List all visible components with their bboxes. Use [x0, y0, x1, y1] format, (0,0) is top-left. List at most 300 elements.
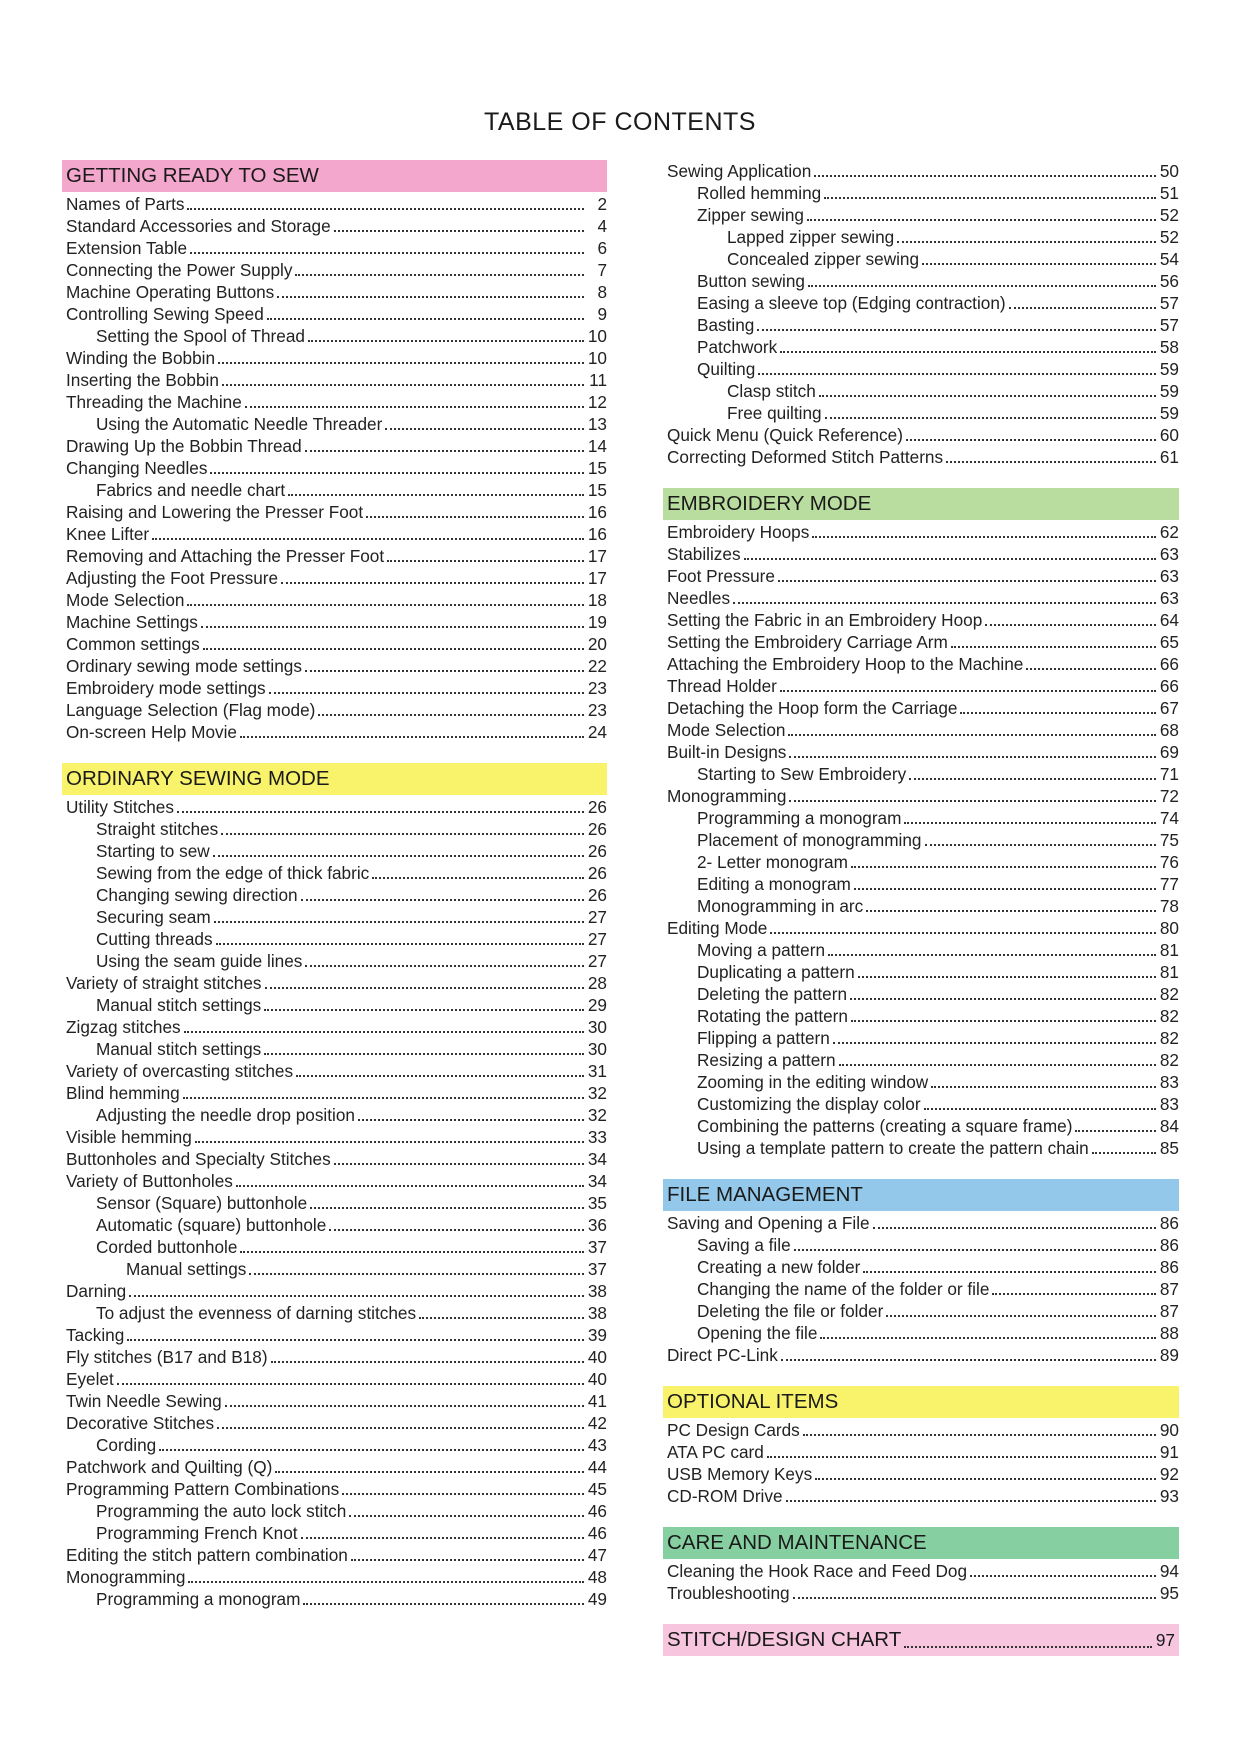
dot-leader	[820, 1337, 1156, 1339]
stitch-chart-link[interactable]	[663, 1624, 1179, 1656]
toc-entry[interactable]	[62, 1258, 607, 1280]
toc-entry-title: PC Design Cards	[667, 1420, 800, 1440]
toc-entry-page: 26	[587, 885, 607, 905]
toc-entry-title: Manual stitch settings	[96, 995, 262, 1015]
toc-entry[interactable]	[663, 402, 1179, 424]
toc-entry-title: Manual stitch settings	[96, 1039, 262, 1059]
toc-entry-title: Thread Holder	[667, 676, 777, 696]
dot-leader	[221, 833, 584, 835]
toc-entry[interactable]	[663, 226, 1179, 248]
toc-entry[interactable]	[62, 281, 607, 303]
toc-entry-title: Needles	[667, 588, 731, 608]
toc-entry[interactable]	[663, 292, 1179, 314]
toc-entry[interactable]	[663, 1093, 1179, 1115]
toc-entry-page: 15	[587, 480, 607, 500]
dot-leader	[909, 778, 1156, 780]
toc-entry[interactable]	[62, 391, 607, 413]
toc-entry[interactable]	[62, 862, 607, 884]
toc-entry-title: Direct PC-Link	[667, 1345, 778, 1365]
toc-entry[interactable]	[663, 521, 1179, 543]
toc-entry-page: 2	[597, 194, 607, 214]
dot-leader	[767, 1456, 1156, 1458]
toc-entry[interactable]	[663, 543, 1179, 565]
toc-entry[interactable]	[62, 1016, 607, 1038]
toc-entry[interactable]	[62, 796, 607, 818]
toc-entry-title: Controlling Sewing Speed	[66, 304, 264, 324]
dot-leader	[419, 1317, 584, 1319]
toc-entry-page: 77	[1159, 874, 1179, 894]
toc-entry[interactable]	[663, 1419, 1179, 1441]
toc-entry-title: 2- Letter monogram	[697, 852, 848, 872]
toc-entry[interactable]	[663, 917, 1179, 939]
dot-leader	[1075, 1130, 1156, 1132]
dot-leader	[924, 1108, 1156, 1110]
toc-entry[interactable]	[663, 1560, 1179, 1582]
toc-entry-title: Knee Lifter	[66, 524, 150, 544]
dot-leader	[1026, 668, 1156, 670]
toc-entry[interactable]	[62, 1522, 607, 1544]
toc-entry-title: Common settings	[66, 634, 200, 654]
toc-entry[interactable]	[62, 567, 607, 589]
toc-entry-page: 83	[1159, 1094, 1179, 1114]
dot-leader	[281, 582, 584, 584]
dot-leader	[222, 384, 584, 386]
dot-leader	[780, 351, 1156, 353]
toc-entry[interactable]	[663, 675, 1179, 697]
toc-entry[interactable]	[62, 1434, 607, 1456]
page-title: TABLE OF CONTENTS	[484, 108, 756, 136]
toc-entry-page: 26	[587, 797, 607, 817]
toc-section	[62, 763, 607, 1610]
dot-leader	[733, 602, 1156, 604]
toc-entry[interactable]	[663, 380, 1179, 402]
toc-entry-title: Darning	[66, 1281, 127, 1301]
toc-entry-title: Creating a new folder	[697, 1257, 861, 1277]
dot-leader	[992, 1293, 1156, 1295]
toc-entry-page: 92	[1159, 1464, 1179, 1484]
toc-entry[interactable]	[62, 906, 607, 928]
toc-entry[interactable]	[62, 994, 607, 1016]
section-header: FILE MANAGEMENT	[663, 1179, 1179, 1211]
toc-entry[interactable]	[62, 1148, 607, 1170]
toc-entry[interactable]	[663, 1137, 1179, 1159]
toc-entry[interactable]	[663, 939, 1179, 961]
toc-entry[interactable]	[663, 424, 1179, 446]
toc-entry-title: Lapped zipper sewing	[727, 227, 895, 247]
toc-entry-page: 66	[1159, 676, 1179, 696]
dot-leader	[960, 712, 1156, 714]
toc-entry-page: 46	[587, 1501, 607, 1521]
toc-entry[interactable]	[663, 248, 1179, 270]
dot-leader	[236, 1185, 584, 1187]
toc-entry-title: Setting the Fabric in an Embroidery Hoop	[667, 610, 983, 630]
toc-entry-title: Quick Menu (Quick Reference)	[667, 425, 903, 445]
dot-leader	[808, 285, 1156, 287]
right-column	[663, 160, 1179, 1657]
toc-entry-title: Utility Stitches	[66, 797, 174, 817]
toc-entry-title: Programming a monogram	[697, 808, 902, 828]
toc-entry[interactable]	[62, 1390, 607, 1412]
toc-entry[interactable]	[62, 325, 607, 347]
toc-entry[interactable]	[62, 347, 607, 369]
toc-entry[interactable]	[62, 589, 607, 611]
toc-entry-title: Machine Settings	[66, 612, 198, 632]
toc-entry-title: Programming Pattern Combinations	[66, 1479, 340, 1499]
toc-entry[interactable]	[663, 160, 1179, 182]
dot-leader	[1009, 307, 1156, 309]
toc-entry-title: Patchwork	[697, 337, 778, 357]
toc-entry-page: 23	[587, 700, 607, 720]
dot-leader	[329, 1229, 584, 1231]
dot-leader	[906, 439, 1156, 441]
dot-leader	[789, 756, 1156, 758]
toc-entry[interactable]	[62, 259, 607, 281]
toc-entry-title: Starting to sew	[96, 841, 210, 861]
toc-entry-title: Threading the Machine	[66, 392, 242, 412]
toc-entry[interactable]	[663, 873, 1179, 895]
toc-entry-title: Buttonholes and Specialty Stitches	[66, 1149, 331, 1169]
toc-entry-title: Using the seam guide lines	[96, 951, 303, 971]
toc-entry[interactable]	[663, 1463, 1179, 1485]
dot-leader	[815, 1478, 1156, 1480]
toc-entry[interactable]	[663, 587, 1179, 609]
toc-entry[interactable]	[663, 785, 1179, 807]
toc-entry[interactable]	[663, 1071, 1179, 1093]
toc-entry[interactable]	[62, 193, 607, 215]
toc-entry[interactable]	[663, 1485, 1179, 1507]
toc-entry[interactable]	[62, 1500, 607, 1522]
toc-entry[interactable]	[62, 721, 607, 743]
toc-entry[interactable]	[663, 565, 1179, 587]
toc-entry-title: Troubleshooting	[667, 1583, 790, 1603]
toc-entry[interactable]	[663, 204, 1179, 226]
dot-leader	[296, 1075, 584, 1077]
toc-entry-title: CD-ROM Drive	[667, 1486, 783, 1506]
toc-entry[interactable]	[62, 215, 607, 237]
toc-section	[663, 160, 1179, 468]
toc-entry-page: 31	[587, 1061, 607, 1081]
toc-entry[interactable]	[663, 983, 1179, 1005]
toc-entry[interactable]	[62, 237, 607, 259]
dot-leader	[249, 1273, 584, 1275]
toc-entry[interactable]	[663, 1256, 1179, 1278]
toc-entry[interactable]	[62, 1324, 607, 1346]
toc-entry[interactable]	[62, 928, 607, 950]
toc-entry-page: 54	[1159, 249, 1179, 269]
dot-leader	[886, 1315, 1156, 1317]
toc-entry-title: Extension Table	[66, 238, 188, 258]
dot-leader	[318, 714, 584, 716]
toc-section	[663, 1386, 1179, 1507]
toc-entry[interactable]	[663, 851, 1179, 873]
toc-entry[interactable]	[62, 633, 607, 655]
dot-leader	[190, 252, 584, 254]
toc-entry-page: 82	[1159, 1028, 1179, 1048]
toc-entry-title: Opening the file	[697, 1323, 818, 1343]
toc-entry[interactable]	[62, 1588, 607, 1610]
toc-entry[interactable]	[62, 840, 607, 862]
toc-entry[interactable]	[663, 1278, 1179, 1300]
toc-entry[interactable]	[663, 1005, 1179, 1027]
toc-entry-title: Manual settings	[126, 1259, 247, 1279]
toc-entry[interactable]	[663, 741, 1179, 763]
toc-entry-title: On-screen Help Movie	[66, 722, 237, 742]
toc-entry[interactable]	[663, 961, 1179, 983]
toc-entry[interactable]	[663, 807, 1179, 829]
dot-leader	[214, 921, 584, 923]
toc-entry-title: Correcting Deformed Stitch Patterns	[667, 447, 944, 467]
toc-entry[interactable]	[663, 895, 1179, 917]
toc-entry-page: 57	[1159, 293, 1179, 313]
toc-entry-page: 62	[1159, 522, 1179, 542]
dot-leader	[305, 450, 584, 452]
toc-entry-page: 60	[1159, 425, 1179, 445]
toc-entry-page: 34	[587, 1171, 607, 1191]
toc-entry[interactable]	[663, 446, 1179, 468]
toc-entry[interactable]	[62, 884, 607, 906]
toc-entry[interactable]	[62, 655, 607, 677]
toc-entry[interactable]	[62, 1082, 607, 1104]
toc-entry-page: 75	[1159, 830, 1179, 850]
toc-entry-title: Cutting threads	[96, 929, 213, 949]
dot-leader	[387, 560, 584, 562]
dot-leader	[152, 538, 584, 540]
toc-entry[interactable]	[663, 1027, 1179, 1049]
toc-entry-title: Zipper sewing	[697, 205, 804, 225]
dot-leader	[863, 1271, 1156, 1273]
toc-entry[interactable]	[62, 413, 607, 435]
toc-entry-page: 9	[597, 304, 607, 324]
dot-leader	[780, 690, 1156, 692]
section-header: OPTIONAL ITEMS	[663, 1386, 1179, 1418]
toc-entry[interactable]	[663, 270, 1179, 292]
dot-leader	[794, 1249, 1156, 1251]
dot-leader	[824, 197, 1156, 199]
toc-entry-page: 33	[587, 1127, 607, 1147]
dot-leader	[744, 558, 1156, 560]
toc-entry[interactable]	[62, 1280, 607, 1302]
dot-leader	[951, 646, 1156, 648]
toc-entry[interactable]	[62, 1456, 607, 1478]
toc-entry-title: Using the Automatic Needle Threader	[96, 414, 383, 434]
toc-entry-title: Twin Needle Sewing	[66, 1391, 222, 1411]
section-header: GETTING READY TO SEW	[62, 160, 607, 192]
toc-entry-title: Mode Selection	[667, 720, 786, 740]
toc-entry[interactable]	[62, 369, 607, 391]
toc-entry-page: 80	[1159, 918, 1179, 938]
toc-entry-title: Zigzag stitches	[66, 1017, 181, 1037]
toc-entry-page: 22	[587, 656, 607, 676]
toc-entry[interactable]	[62, 950, 607, 972]
toc-entry-page: 27	[587, 951, 607, 971]
toc-entry[interactable]	[62, 972, 607, 994]
toc-entry-page: 37	[587, 1237, 607, 1257]
toc-entry-page: 93	[1159, 1486, 1179, 1506]
toc-entry[interactable]	[62, 1566, 607, 1588]
toc-entry[interactable]	[663, 653, 1179, 675]
toc-entry[interactable]	[663, 1300, 1179, 1322]
toc-entry-page: 59	[1159, 381, 1179, 401]
dot-leader	[812, 536, 1156, 538]
dot-leader	[873, 1227, 1156, 1229]
toc-entry-title: Automatic (square) buttonhole	[96, 1215, 327, 1235]
dot-leader	[277, 296, 584, 298]
toc-entry[interactable]	[62, 435, 607, 457]
section-header: EMBROIDERY MODE	[663, 488, 1179, 520]
toc-entry-title: Variety of Buttonholes	[66, 1171, 233, 1191]
toc-entry-page: 27	[587, 929, 607, 949]
toc-entry-title: Concealed zipper sewing	[727, 249, 920, 269]
toc-entry[interactable]	[62, 1192, 607, 1214]
dot-leader	[264, 1009, 584, 1011]
toc-entry-page: 72	[1159, 786, 1179, 806]
dot-leader	[187, 604, 584, 606]
dot-leader	[117, 1383, 584, 1385]
toc-entry[interactable]	[62, 1236, 607, 1258]
toc-entry[interactable]	[663, 314, 1179, 336]
toc-entry[interactable]	[62, 1302, 607, 1324]
toc-entry[interactable]	[62, 1412, 607, 1434]
toc-entry-page: 63	[1159, 566, 1179, 586]
toc-entry-title: Saving and Opening a File	[667, 1213, 870, 1233]
toc-entry[interactable]	[663, 1115, 1179, 1137]
toc-entry-page: 87	[1159, 1301, 1179, 1321]
toc-entry[interactable]	[62, 699, 607, 721]
toc-entry-page: 66	[1159, 654, 1179, 674]
toc-entry-title: Editing Mode	[667, 918, 768, 938]
toc-entry[interactable]	[62, 1214, 607, 1236]
toc-entry[interactable]	[62, 1104, 607, 1126]
dot-leader	[789, 800, 1156, 802]
dot-leader	[129, 1295, 584, 1297]
dot-leader	[833, 1042, 1156, 1044]
toc-entry[interactable]	[62, 303, 607, 325]
toc-entry[interactable]	[62, 1060, 607, 1082]
toc-entry-title: Programming the auto lock stitch	[96, 1501, 347, 1521]
toc-section	[663, 1179, 1179, 1366]
toc-entry[interactable]	[62, 677, 607, 699]
dot-leader	[814, 175, 1156, 177]
toc-entry-title: Drawing Up the Bobbin Thread	[66, 436, 302, 456]
toc-entry[interactable]	[62, 818, 607, 840]
toc-entry-page: 7	[597, 260, 607, 280]
toc-entry-page: 52	[1159, 205, 1179, 225]
toc-entry[interactable]	[62, 523, 607, 545]
dot-leader	[217, 1427, 584, 1429]
toc-entry-title: Standard Accessories and Storage	[66, 216, 331, 236]
toc-entry[interactable]	[663, 763, 1179, 785]
dot-leader	[187, 208, 584, 210]
toc-entry-page: 20	[587, 634, 607, 654]
toc-entry-page: 58	[1159, 337, 1179, 357]
dot-leader	[295, 274, 584, 276]
dot-leader	[372, 877, 584, 879]
toc-entry-title: Mode Selection	[66, 590, 185, 610]
toc-entry[interactable]	[663, 719, 1179, 741]
toc-entry[interactable]	[62, 457, 607, 479]
toc-entry-page: 26	[587, 819, 607, 839]
toc-entry-title: Connecting the Power Supply	[66, 260, 293, 280]
toc-entry[interactable]	[663, 1322, 1179, 1344]
dot-leader	[271, 1361, 584, 1363]
toc-entry[interactable]	[663, 1212, 1179, 1234]
toc-entry-page: 44	[587, 1457, 607, 1477]
toc-entry-page: 26	[587, 841, 607, 861]
toc-entry-page: 94	[1159, 1561, 1179, 1581]
toc-entry[interactable]	[62, 1478, 607, 1500]
dot-leader	[269, 692, 584, 694]
toc-entry[interactable]	[62, 1544, 607, 1566]
toc-section	[663, 488, 1179, 1159]
dot-leader	[757, 329, 1156, 331]
dot-leader	[218, 362, 584, 364]
dot-leader	[366, 516, 584, 518]
toc-entry[interactable]	[62, 1346, 607, 1368]
dot-leader	[225, 1405, 584, 1407]
toc-entry[interactable]	[663, 336, 1179, 358]
toc-entry[interactable]	[62, 1170, 607, 1192]
toc-entry-title: Cording	[96, 1435, 157, 1455]
dot-leader	[781, 1359, 1156, 1361]
toc-section	[62, 160, 607, 743]
toc-entry[interactable]	[663, 609, 1179, 631]
toc-entry[interactable]	[663, 1441, 1179, 1463]
toc-entry-title: Customizing the display color	[697, 1094, 921, 1114]
toc-entry-title: Sewing Application	[667, 161, 812, 181]
dot-leader	[858, 976, 1156, 978]
toc-entry-page: 10	[587, 348, 607, 368]
toc-entry-page: 18	[587, 590, 607, 610]
toc-entry[interactable]	[663, 1344, 1179, 1366]
toc-entry[interactable]	[62, 479, 607, 501]
toc-entry-page: 34	[587, 1149, 607, 1169]
dot-leader	[866, 910, 1156, 912]
toc-entry[interactable]	[663, 1582, 1179, 1604]
toc-entry-title: Corded buttonhole	[96, 1237, 238, 1257]
dot-leader	[159, 1449, 584, 1451]
dot-leader	[807, 219, 1156, 221]
dot-leader	[127, 1339, 584, 1341]
toc-entry-title: Securing seam	[96, 907, 211, 927]
toc-entry[interactable]	[62, 1126, 607, 1148]
toc-entry-title: USB Memory Keys	[667, 1464, 813, 1484]
toc-entry[interactable]	[62, 611, 607, 633]
toc-entry-page: 11	[589, 370, 607, 390]
dot-leader	[240, 1251, 584, 1253]
toc-entry[interactable]	[663, 631, 1179, 653]
toc-entry[interactable]	[62, 1038, 607, 1060]
toc-entry[interactable]	[663, 358, 1179, 380]
toc-entry[interactable]	[663, 1234, 1179, 1256]
toc-entry[interactable]	[663, 1049, 1179, 1071]
toc-entry-title: Adjusting the needle drop position	[96, 1105, 355, 1125]
toc-entry-title: Names of Parts	[66, 194, 185, 214]
dot-leader	[308, 340, 584, 342]
toc-entry-page: 38	[587, 1281, 607, 1301]
toc-entry[interactable]	[663, 829, 1179, 851]
toc-entry-title: To adjust the evenness of darning stitches	[96, 1303, 417, 1323]
toc-entry-page: 56	[1159, 271, 1179, 291]
toc-entry-page: 36	[587, 1215, 607, 1235]
toc-entry[interactable]	[62, 545, 607, 567]
toc-entry[interactable]	[62, 501, 607, 523]
toc-entry[interactable]	[663, 182, 1179, 204]
toc-entry-title: Programming French Knot	[96, 1523, 298, 1543]
toc-entry[interactable]	[663, 697, 1179, 719]
toc-entry-title: Deleting the file or folder	[697, 1301, 884, 1321]
toc-entry[interactable]	[62, 1368, 607, 1390]
toc-entry-title: Eyelet	[66, 1369, 114, 1389]
